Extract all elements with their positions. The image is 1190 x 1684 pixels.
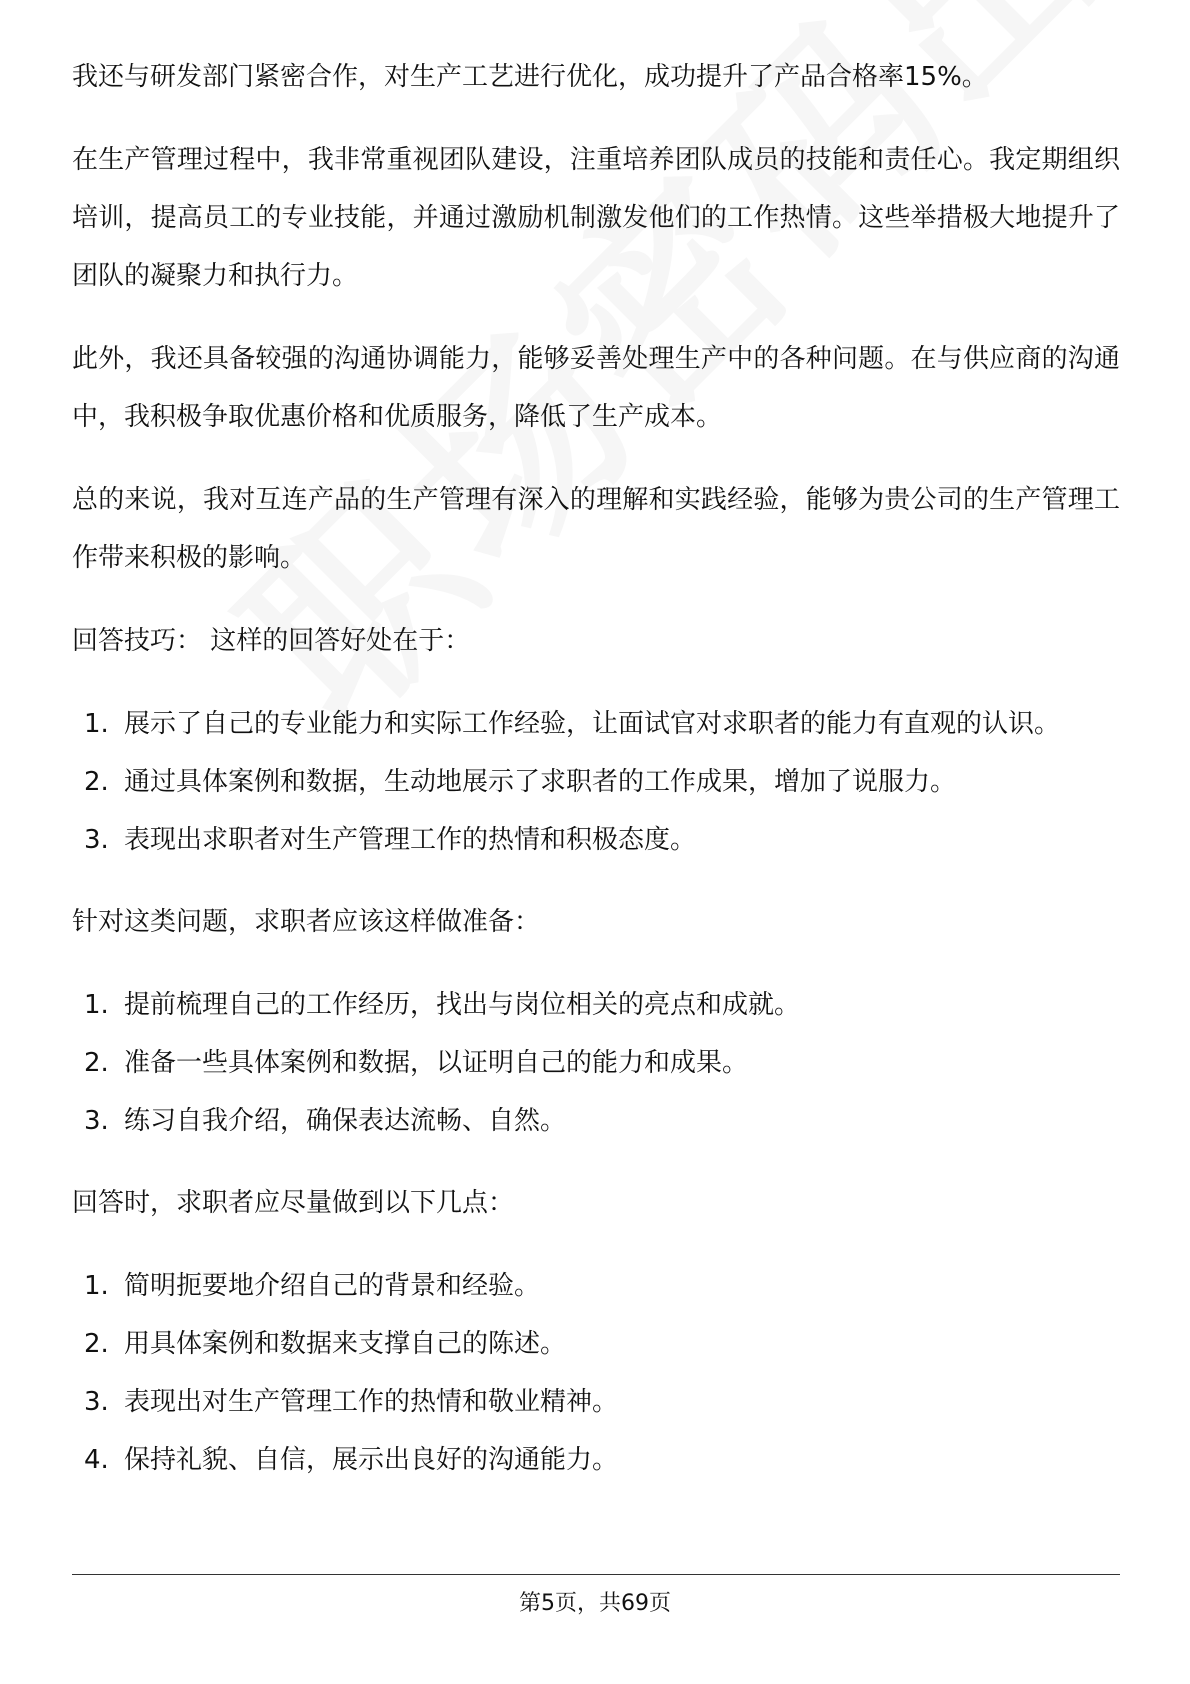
list-item-text: 表现出求职者对生产管理工作的热情和积极态度。 [124, 825, 697, 855]
list-item [72, 1315, 1120, 1373]
list-number: 1. [84, 990, 109, 1020]
list-item [72, 1373, 1120, 1431]
list-number: 3. [84, 825, 109, 855]
list-item-text: 用具体案例和数据来支撑自己的陈述。 [124, 1329, 567, 1359]
list-number: 1. [84, 1271, 109, 1301]
list-item-text: 简明扼要地介绍自己的背景和经验。 [124, 1271, 541, 1301]
list-item [72, 1092, 1120, 1150]
footer-divider [72, 1574, 1120, 1575]
page-content [72, 48, 1120, 1513]
list-item-text: 准备一些具体案例和数据，以证明自己的能力和成果。 [124, 1048, 749, 1078]
tips-heading: 回答技巧： 这样的回答好处在于： [72, 626, 471, 656]
list-number: 2. [84, 1329, 109, 1359]
page-number: 第5页，共69页 [519, 1591, 671, 1616]
paragraph: 我还与研发部门紧密合作，对生产工艺进行优化，成功提升了产品合格率15%。 [72, 62, 988, 92]
paragraph: 此外，我还具备较强的沟通协调能力，能够妥善处理生产中的各种问题。在与供应商的沟通中，我积极争取优惠价格和优质服务，降低了生产成本。 [72, 344, 1120, 432]
list-item-text: 练习自我介绍，确保表达流畅、自然。 [124, 1106, 567, 1136]
tips-list [72, 695, 1120, 869]
list-item [72, 976, 1120, 1034]
prep-heading: 针对这类问题，求职者应该这样做准备： [72, 907, 541, 937]
list-item-text: 通过具体案例和数据，生动地展示了求职者的工作成果，增加了说服力。 [124, 767, 957, 797]
list-number: 3. [84, 1106, 109, 1136]
list-item-text: 保持礼貌、自信，展示出良好的沟通能力。 [124, 1445, 619, 1475]
list-number: 2. [84, 767, 109, 797]
answer-heading: 回答时，求职者应尽量做到以下几点： [72, 1188, 515, 1218]
prep-list [72, 976, 1120, 1150]
paragraph: 总的来说，我对互连产品的生产管理有深入的理解和实践经验，能够为贵公司的生产管理工作带来积极的影响。 [72, 485, 1120, 573]
list-number: 1. [84, 709, 109, 739]
list-number: 2. [84, 1048, 109, 1078]
list-item [72, 753, 1120, 811]
list-item [72, 811, 1120, 869]
list-item [72, 1431, 1120, 1489]
list-item-text: 表现出对生产管理工作的热情和敬业精神。 [124, 1387, 619, 1417]
answer-list [72, 1257, 1120, 1489]
list-number: 4. [84, 1445, 109, 1475]
list-item [72, 1257, 1120, 1315]
list-item-text: 提前梳理自己的工作经历，找出与岗位相关的亮点和成就。 [124, 990, 801, 1020]
list-item [72, 695, 1120, 753]
list-item [72, 1034, 1120, 1092]
list-item-text: 展示了自己的专业能力和实际工作经验，让面试官对求职者的能力有直观的认识。 [124, 709, 1061, 739]
paragraph: 在生产管理过程中，我非常重视团队建设，注重培养团队成员的技能和责任心。我定期组织培训，提高员工的专业技能，并通过激励机制激发他们的工作热情。这些举措极大地提升了团队的凝聚力和执行力。 [72, 145, 1120, 291]
list-number: 3. [84, 1387, 109, 1417]
